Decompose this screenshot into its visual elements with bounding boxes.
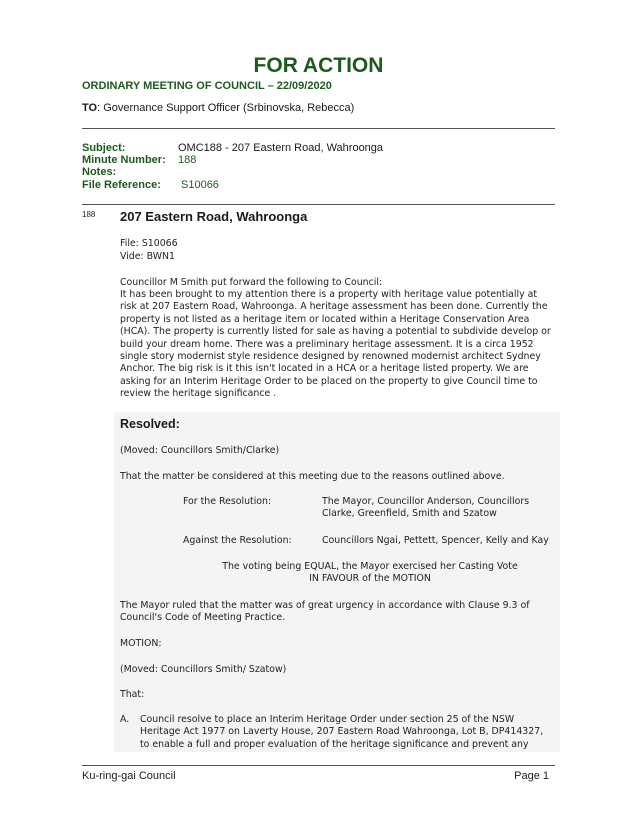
- to-label: TO: [82, 102, 98, 114]
- voting-line-2: IN FAVOUR of the MOTION: [309, 573, 431, 584]
- for-resolution-value: The Mayor, Councillor Anderson, Councillors Clarke, Greenfield, Smith and Szatow: [322, 496, 530, 520]
- against-resolution-value: Councillors Ngai, Pettett, Spencer, Kelly and Kay: [322, 535, 549, 546]
- intro-line: Councillor M Smith put forward the following to Council:: [120, 277, 383, 288]
- to-value: : Governance Support Officer (Srbinovska, Rebecca): [97, 102, 355, 114]
- moved-line-2: (Moved: Councillors Smith/ Szatow): [120, 664, 287, 675]
- voting-line-1: The voting being EQUAL, the Mayor exercised her Casting Vote: [222, 561, 518, 572]
- document-title: FOR ACTION: [253, 54, 384, 77]
- against-resolution-label: Against the Resolution:: [183, 535, 292, 546]
- meeting-heading: ORDINARY MEETING OF COUNCIL – 22/09/2020: [82, 80, 332, 92]
- footer-page-number: Page 1: [514, 770, 549, 782]
- item-a-label: A.: [120, 714, 130, 725]
- item-number: 188: [82, 210, 96, 219]
- for-resolution-label: For the Resolution:: [183, 496, 272, 507]
- header-divider: [82, 128, 555, 129]
- resolved-heading: Resolved:: [120, 417, 180, 431]
- notes-label: Notes:: [82, 166, 117, 178]
- subject-label: Subject:: [82, 142, 126, 154]
- file-reference-value: S10066: [181, 179, 219, 191]
- item-a-text: Council resolve to place an Interim Heritage Order under section 25 of the NSW Heritage Act 1977 on Laverty House, 207 Eastern Road Wahroonga, Lot B, DP414327, to enable a full and proper evaluation of the heritage significance and prevent any: [140, 714, 544, 750]
- meta-divider: [82, 204, 555, 205]
- item-title: 207 Eastern Road, Wahroonga: [120, 209, 308, 224]
- urgency-paragraph: The Mayor ruled that the matter was of great urgency in accordance with Clause 9.3 of Council's Code of Meeting Practice.: [120, 600, 530, 624]
- file-reference-label: File Reference:: [82, 179, 161, 191]
- vide-line: Vide: BWN1: [120, 251, 176, 262]
- subject-value: OMC188 - 207 Eastern Road, Wahroonga: [178, 142, 384, 154]
- minute-number-value: 188: [178, 154, 197, 166]
- matter-line: That the matter be considered at this meeting due to the reasons outlined above.: [120, 471, 505, 482]
- footer-council-name: Ku-ring-gai Council: [82, 770, 176, 782]
- file-line: File: S10066: [120, 238, 178, 249]
- minute-number-label: Minute Number:: [82, 154, 166, 166]
- to-line: [82, 102, 354, 114]
- moved-line-1: (Moved: Councillors Smith/Clarke): [120, 445, 280, 456]
- that-line: That:: [120, 689, 145, 700]
- footer-divider: [82, 765, 555, 766]
- motion-heading: MOTION:: [120, 638, 162, 649]
- item-body: It has been brought to my attention there is a property with heritage value potentially at risk at 207 Eastern Road, Wahroonga. A heritage assessment has been done. Currently the property is not listed as a heritage item or located within a Heritage Conservation Area (HCA). The property is currently listed for sale as having a potential to subdivide develop or build your dream home. There was a preliminary heritage assessment. It is a circa 1952 single story modernist style residence designed by renowned modernist architect Sydney Anchor. The big risk is it this isn't located in a HCA or a heritage listed property. We are asking for an Interim Heritage Order to be placed on the property to give Council time to review the heritage significance .: [120, 289, 551, 400]
